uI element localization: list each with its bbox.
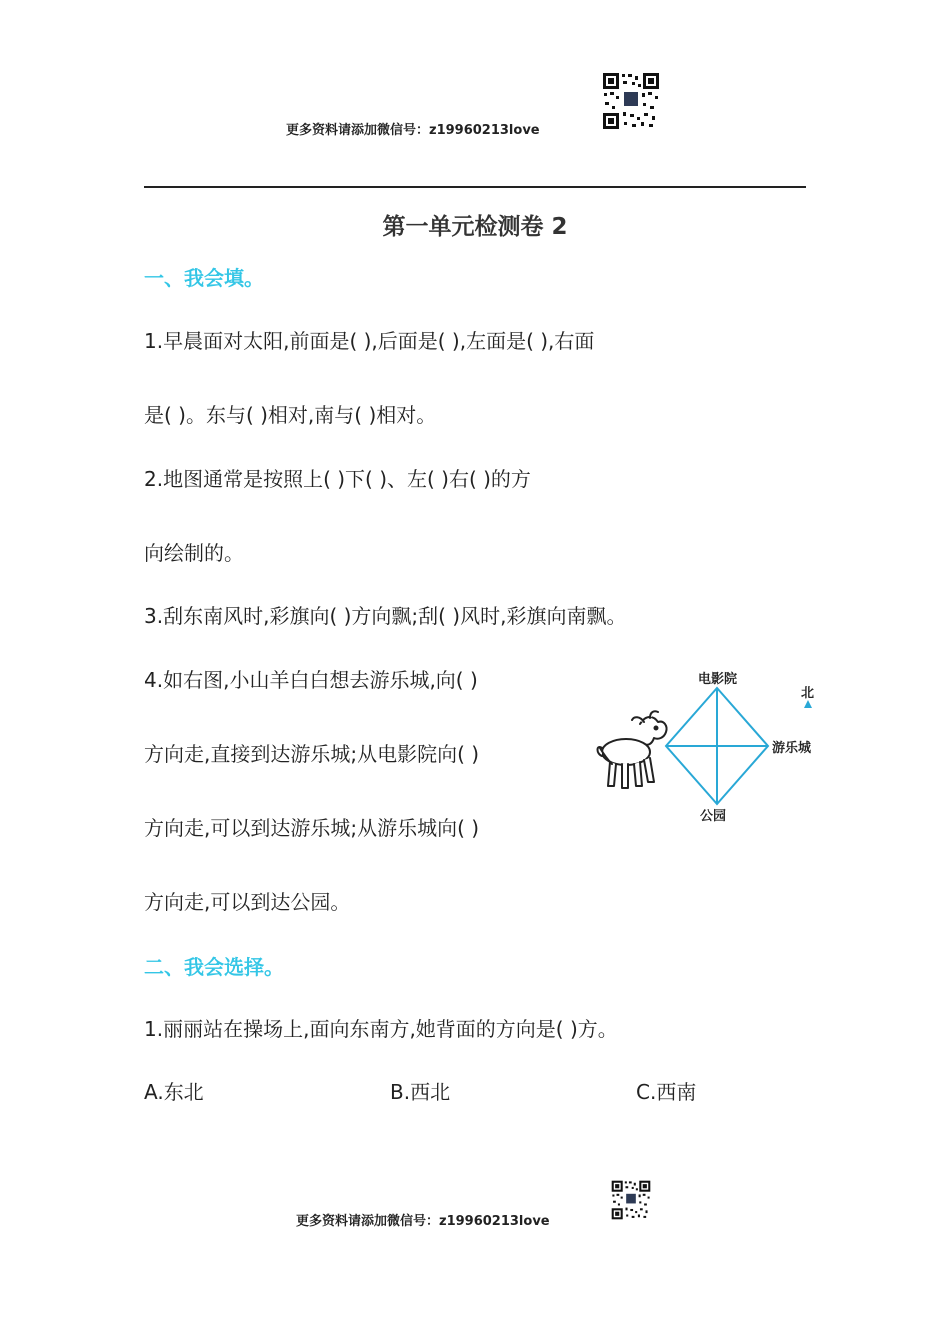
label-park: 公园 (700, 809, 727, 824)
label-cinema: 电影院 (698, 672, 738, 687)
header-contact-text: 更多资料请添加微信号：z19960213love (286, 123, 540, 138)
label-amusement-park: 游乐城 (772, 741, 812, 756)
choice-option-a: A.东北 (144, 1080, 204, 1104)
question-line: 1.早晨面对太阳,前面是( ),后面是( ),左面是( ),右面 (144, 329, 595, 353)
question-line: 3.刮东南风时,彩旗向( )方向飘;刮( )风时,彩旗向南飘。 (144, 604, 627, 628)
footer-contact-text: 更多资料请添加微信号：z19960213love (296, 1214, 550, 1229)
question-line: 2.地图通常是按照上( )下( )、左( )右( )的方 (144, 467, 531, 491)
label-north: 北 (801, 686, 815, 701)
section-heading-choice: 二、我会选择。 (144, 955, 284, 979)
choice-question: 1.丽丽站在操场上,面向东南方,她背面的方向是( )方。 (144, 1017, 618, 1041)
question-line: 方向走,可以到达公园。 (144, 890, 351, 914)
north-arrow-icon (804, 700, 812, 708)
section-heading-fill: 一、我会填。 (144, 266, 264, 290)
qr-code-icon (602, 72, 660, 130)
choice-option-c: C.西南 (636, 1080, 697, 1104)
direction-diagram (588, 664, 828, 834)
header-divider (144, 186, 806, 188)
choice-option-b: B.西北 (390, 1080, 451, 1104)
question-line: 向绘制的。 (144, 541, 244, 565)
qr-code-icon (611, 1180, 651, 1220)
goat-icon (598, 711, 667, 788)
page-title: 第一单元检测卷 2 (382, 214, 568, 240)
question-line: 是( )。东与( )相对,南与( )相对。 (144, 403, 437, 427)
question-line: 方向走,可以到达游乐城;从游乐城向( ) (144, 816, 480, 840)
question-line: 4.如右图,小山羊白白想去游乐城,向( ) (144, 668, 478, 692)
question-line: 方向走,直接到达游乐城;从电影院向( ) (144, 742, 480, 766)
